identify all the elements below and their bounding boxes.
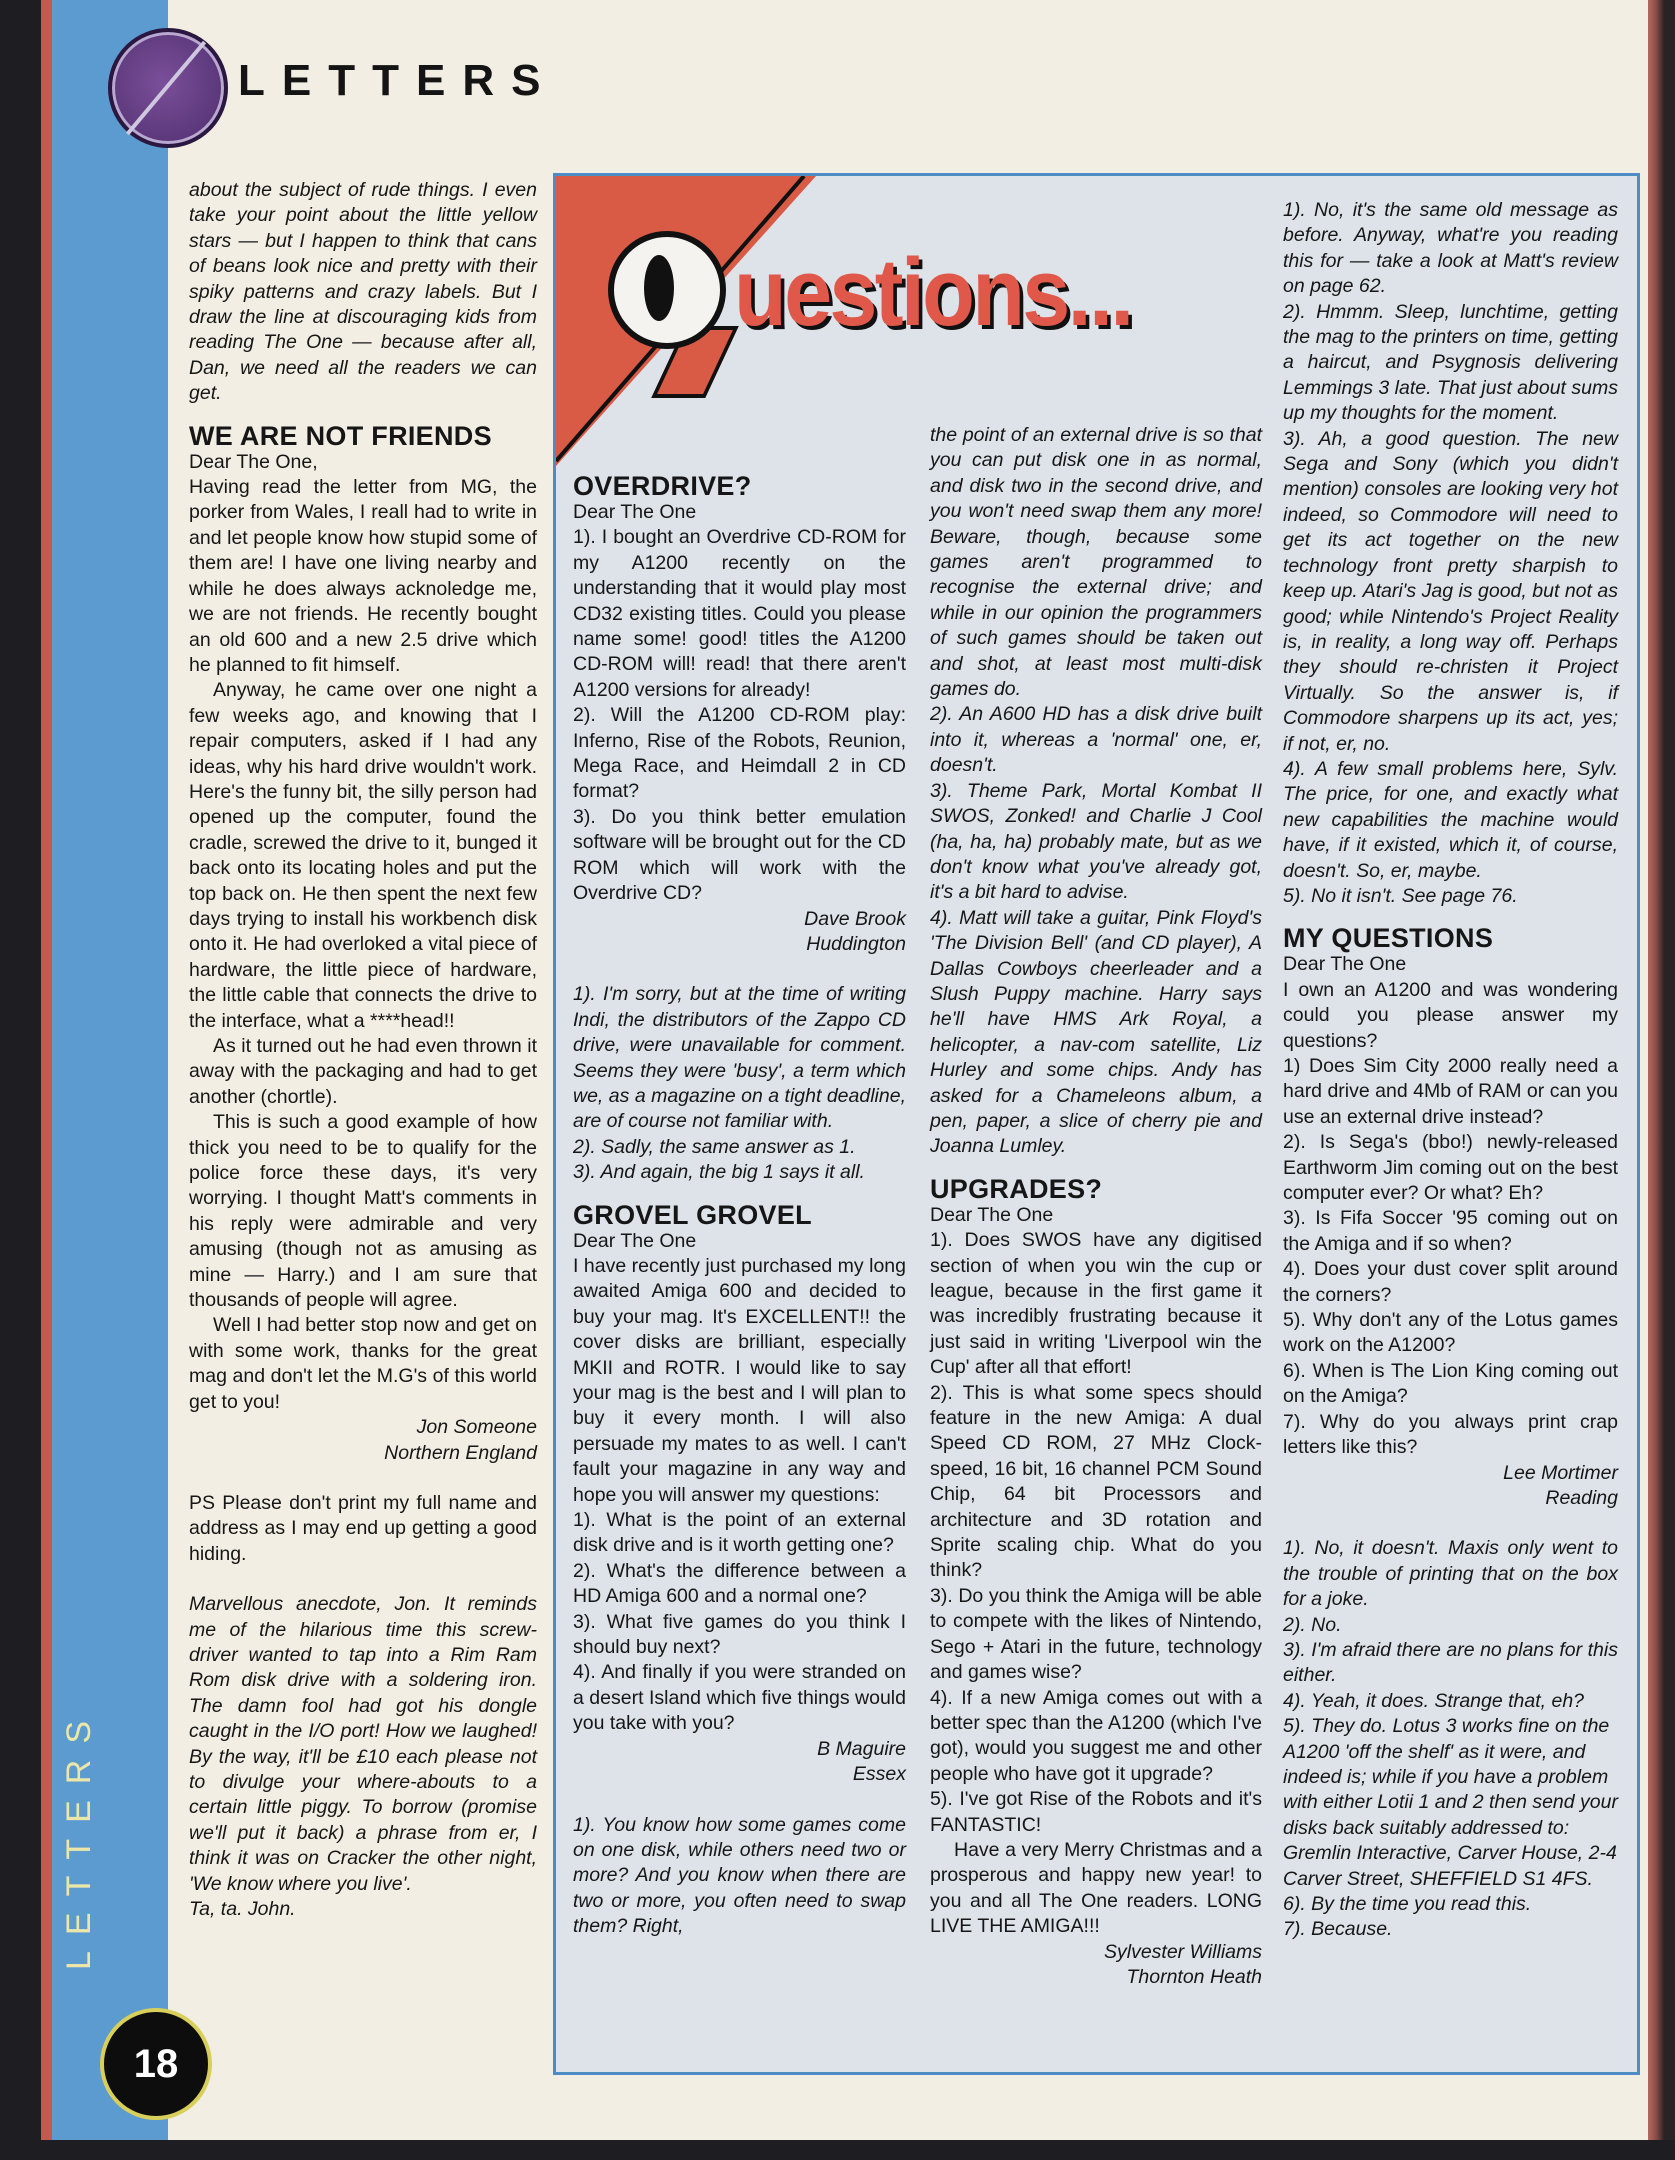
page-edge-right <box>1648 0 1675 2160</box>
editor-reply: 4). A few small problems here, Sylv. The price, for one, and exactly what new capabilities the machine would have, if it existed, which it, of course, doesn't. So, er, maybe. <box>1283 757 1618 882</box>
paragraph: This is such a good example of how thick you need to be to qualify for the police force these days, it's very worrying. I thought Matt's comments in his reply were admirable and very amusing (though not as amusing as mine — Harry.) and I am sure that thousands of people will agree. <box>189 1111 537 1312</box>
paragraph: 2). What's the difference between a HD Amiga 600 and a normal one? <box>573 1559 906 1608</box>
editor-reply: 3). And again, the big 1 says it all. <box>573 1161 865 1184</box>
letter-heading: WE ARE NOT FRIENDS <box>189 420 492 451</box>
paragraph: Having read the letter from MG, the porker from Wales, I reall had to write in and let people know how stupid some of them are! I have one living nearby and while he does always acknoledge me, we are not friends. He recently bought an old 600 and a new 2.5 drive which he planned to fit himself. <box>189 476 537 676</box>
signature: Lee Mortimer <box>1503 1461 1618 1484</box>
paragraph: 1) Does Sim City 2000 really need a hard drive and 4Mb of RAM or can you use an external drive instead? <box>1283 1055 1618 1128</box>
signature: Northern England <box>384 1441 537 1464</box>
section-title: LETTERS <box>238 56 558 105</box>
paragraph: 3). Do you think better emulation software will be brought out for the CD ROM which will work with the Overdrive CD? <box>573 805 906 905</box>
paragraph: 3). Do you think the Amiga will be able to compete with the likes of Nintendo, Sego + Atari in the future, technology and games wise? <box>930 1584 1262 1684</box>
paragraph: 2). Will the A1200 CD-ROM play: Inferno, Rise of the Robots, Reunion, Mega Race, and Heimdall 2 in CD format? <box>573 704 906 803</box>
signature: Essex <box>852 1763 906 1786</box>
paragraph: 4). And finally if you were stranded on a desert Island which five things would you take with you? <box>573 1661 906 1735</box>
editor-reply: 1). You know how some games come on one disk, while others need two or more? And you know when there are two or more, you often need to swap them? Right, <box>573 1813 906 1938</box>
editor-reply: 2). Hmmm. Sleep, lunchtime, getting the mag to the printers on time, getting a haircut, and Psygnosis delivering Lemmings 3 late. That just about sums up my thoughts for the moment. <box>1283 300 1618 425</box>
editor-reply: 4). Yeah, it does. Strange that, eh? <box>1283 1689 1585 1712</box>
editor-reply: Marvellous anecdote, Jon. It reminds me of the hilarious time this screw-driver wanted to tap into a Rim Ram Rom disk drive with a soldering iron. The damn fool had got his dongle caught in the I/O port! How we laughed! By the way, it'll be £10 each please not to divulge your where-abouts to a certain little piggy. To borrow (promise we'll put it back) a phrase from er, I think it was on Cracker the other night, 'We know where you live'. <box>189 1593 537 1895</box>
letter-heading: UPGRADES? <box>930 1173 1103 1204</box>
paragraph: Dear The One <box>573 1229 697 1252</box>
editor-reply: 1). No, it doesn't. Maxis only went to the trouble of printing that on the box for a joke. <box>1283 1537 1618 1611</box>
editor-reply: Ta, ta. John. <box>189 1898 296 1920</box>
editor-reply: 2). No. <box>1283 1613 1342 1636</box>
paragraph: 3). Is Fifa Soccer '95 coming out on the Amiga and if so when? <box>1283 1207 1618 1255</box>
paragraph: Dear The One, <box>189 450 318 473</box>
left-column <box>189 178 537 1922</box>
paragraph: Anyway, he came over one night a few weeks ago, and knowing that I repair computers, asked if I had any ideas, why his hard drive wouldn't work. Here's the funny bit, the silly person had opened up the computer, found the cradle, screwed the drive to it, bunged it back onto its locating holes and put the top back on. He then spent the next few days trying to install his workbench disk onto it. He had overloked a vital piece of hardware, the little piece of hardware, the little cable that connects the drive to the interface, what a ****head!! <box>189 679 537 1032</box>
paragraph: Dear The One <box>573 501 697 523</box>
signature: Dave Brook <box>804 907 906 930</box>
editor-reply: about the subject of rude things. I even take your point about the little yellow stars — but I happen to think that cans of beans look nice and pretty with their spiky patterns and crazy labels. But I draw the line at discouraging kids from reading The One — because after all, Dan, we need all the readers we can get. <box>189 179 537 405</box>
editor-reply: 2). Sadly, the same answer as 1. <box>573 1135 856 1158</box>
paragraph: 6). When is The Lion King coming out on the Amiga? <box>1283 1359 1618 1408</box>
editor-reply: the point of an external drive is so that you can put disk one in as normal, and disk two in the second drive, and you won't need swap them any more! Beware, though, because some games aren't programmed to recognise the external drive; and while in our opinion the programmers of such games should be taken out and shot, at least most multi-disk games do. <box>930 424 1262 701</box>
editor-reply: 3). Ah, a good question. The new Sega and Sony (which you didn't mention) consoles are looking very hot indeed, so Commodore will need to get its act together on the new technology front pretty sharpish to keep up. Atari's Jag is good, but not as good; while Nintendo's Project Reality is, in reality, a long way off. Perhaps they should re-christen it Project Virtually. So the answer is, if Commodore sharpens up its act, yes; if not, er, no. <box>1283 427 1618 755</box>
signature: Huddington <box>806 932 906 955</box>
signature: Thornton Heath <box>1126 1965 1262 1988</box>
letter-heading: OVERDRIVE? <box>573 471 752 501</box>
editor-reply: 3). I'm afraid there are no plans for this either. <box>1283 1638 1618 1687</box>
editor-reply: 7). Because. <box>1283 1918 1393 1941</box>
letter-heading: MY QUESTIONS <box>1283 923 1494 954</box>
paragraph: 7). Why do you always print crap letters like this? <box>1283 1410 1618 1459</box>
paragraph: 3). What five games do you think I should buy next? <box>573 1610 906 1659</box>
paragraph: 2). This is what some specs should feature in the new Amiga: A dual Speed CD ROM, 27 MHz Clock-speed, 16 bit, 16 channel PCM Sound Chip, 64 bit Processors and architecture and 3D rotation and Sprite scaling chip. What do you think? <box>930 1381 1262 1582</box>
editor-reply: 3). Theme Park, Mortal Kombat II SWOS, Zonked! and Charlie J Cool (ha, ha, ha) probably mate, but as we don't know what you've already got, it's a bit hard to advise. <box>930 779 1262 904</box>
box-column-3 <box>1283 198 1618 1943</box>
paragraph: 1). Does SWOS have any digitised section of when you win the cup or league, because in the first game it was incredibly frustrating because it just said in writing 'Liverpool win the Cup' after all that effort! <box>930 1229 1262 1379</box>
paragraph: 4). Does your dust cover split around the corners? <box>1283 1258 1618 1306</box>
paragraph: 5). Why don't any of the Lotus games work on the A1200? <box>1283 1309 1618 1357</box>
questions-heading: uestions... <box>734 239 1132 346</box>
letter-heading: GROVEL GROVEL <box>573 1199 812 1230</box>
paragraph: I have recently just purchased my long awaited Amiga 600 and decided to buy your mag. It's EXCELLENT!! the cover disks are brilliant, especially MKII and ROTR. I would like to say your mag is the best and I will plan to buy it every month. I will also persuade my mates to as well. I can't fault your magazine in any way and hope you will answer my questions: <box>573 1254 906 1506</box>
paragraph: PS Please don't print my full name and address as I may end up getting a good hiding. <box>189 1491 537 1565</box>
paragraph: Have a very Merry Christmas and a prosperous and happy new year! to you and all The One readers. LONG LIVE THE AMIGA!!! <box>930 1838 1262 1938</box>
paragraph: Dear The One <box>1283 953 1407 976</box>
signature: Reading <box>1545 1486 1618 1509</box>
page-number-badge: 18 <box>100 2008 212 2120</box>
editor-reply: 1). No, it's the same old message as before. Anyway, what're you reading this for — take a look at Matt's review on page 62. <box>1283 199 1618 298</box>
paragraph: Well I had better stop now and get on with some work, thanks for the great mag and don't let the M.G's of this world get to you! <box>189 1314 537 1413</box>
editor-reply: 2). An A600 HD has a disk drive built into it, whereas a 'normal' one, er, doesn't. <box>930 703 1262 777</box>
signature: Jon Someone <box>416 1416 537 1439</box>
paragraph: 1). I bought an Overdrive CD-ROM for my A1200 recently on the understanding that it would play most CD32 existing titles. Could you please name some! good! titles the A1200 CD-ROM will! read! that there aren't A1200 versions for already! <box>573 526 906 701</box>
box-column-1 <box>573 473 906 1940</box>
q-letter-icon <box>608 231 726 349</box>
paragraph: 5). I've got Rise of the Robots and it's FANTASTIC! <box>930 1788 1262 1836</box>
paragraph: Dear The One <box>930 1203 1054 1226</box>
signature: Sylvester Williams <box>1103 1940 1262 1963</box>
page-edge-red <box>41 0 52 2140</box>
page-edge-left <box>0 0 41 2160</box>
editor-reply: 6). By the time you read this. <box>1283 1893 1532 1915</box>
paragraph: 4). If a new Amiga comes out with a better spec than the A1200 (which I've got), would you suggest me and other people who have got it upgrade? <box>930 1686 1262 1785</box>
signature: B Maguire <box>817 1737 906 1760</box>
editor-reply: 5). No it isn't. See page 76. <box>1283 884 1518 907</box>
paragraph: 1). What is the point of an external disk drive and is it worth getting one? <box>573 1509 906 1557</box>
paragraph: 2). Is Sega's (bbo!) newly-released Earthworm Jim coming out on the best computer ever? Or what? Eh? <box>1283 1131 1618 1205</box>
side-section-label: LETTERS <box>60 1704 98 1970</box>
paragraph: I own an A1200 and was wondering could you please answer my questions? <box>1283 978 1618 1052</box>
editor-reply: 4). Matt will take a guitar, Pink Floyd's 'The Division Bell' (and CD player), A Dallas Cowboys cheerleader and a Slush Puppy machine. Harry says he'll have HMS Ark Royal, a helicopter, a nav-com satellite, Liz Hurley and some chips. Andy has asked for a Chameleons album, a pen, paper, a slice of cherry pie and Joanna Lumley. <box>930 906 1262 1158</box>
paragraph: As it turned out he had even thrown it away with the packaging and had to get another (chortle). <box>189 1035 537 1108</box>
editor-reply: 1). I'm sorry, but at the time of writing Indi, the distributors of the Zappo CD drive, were unavailable for comment. Seems they were 'busy', a term which we, as a magazine on a tight deadline, are of course not familiar with. <box>573 983 906 1133</box>
editor-reply: 5). They do. Lotus 3 works fine on the A1200 'off the shelf' as it were, and indeed is; while if you have a problem with either Lotii 1 and 2 then send your disks back suitably addressed to: Gremlin Interactive, Carver House, 2-4 Carver Street, SHEFFIELD S1 4FS. <box>1283 1715 1618 1890</box>
box-column-2 <box>930 423 1262 1990</box>
letters-logo-icon <box>108 28 228 148</box>
page-edge-bottom <box>0 2140 1675 2160</box>
